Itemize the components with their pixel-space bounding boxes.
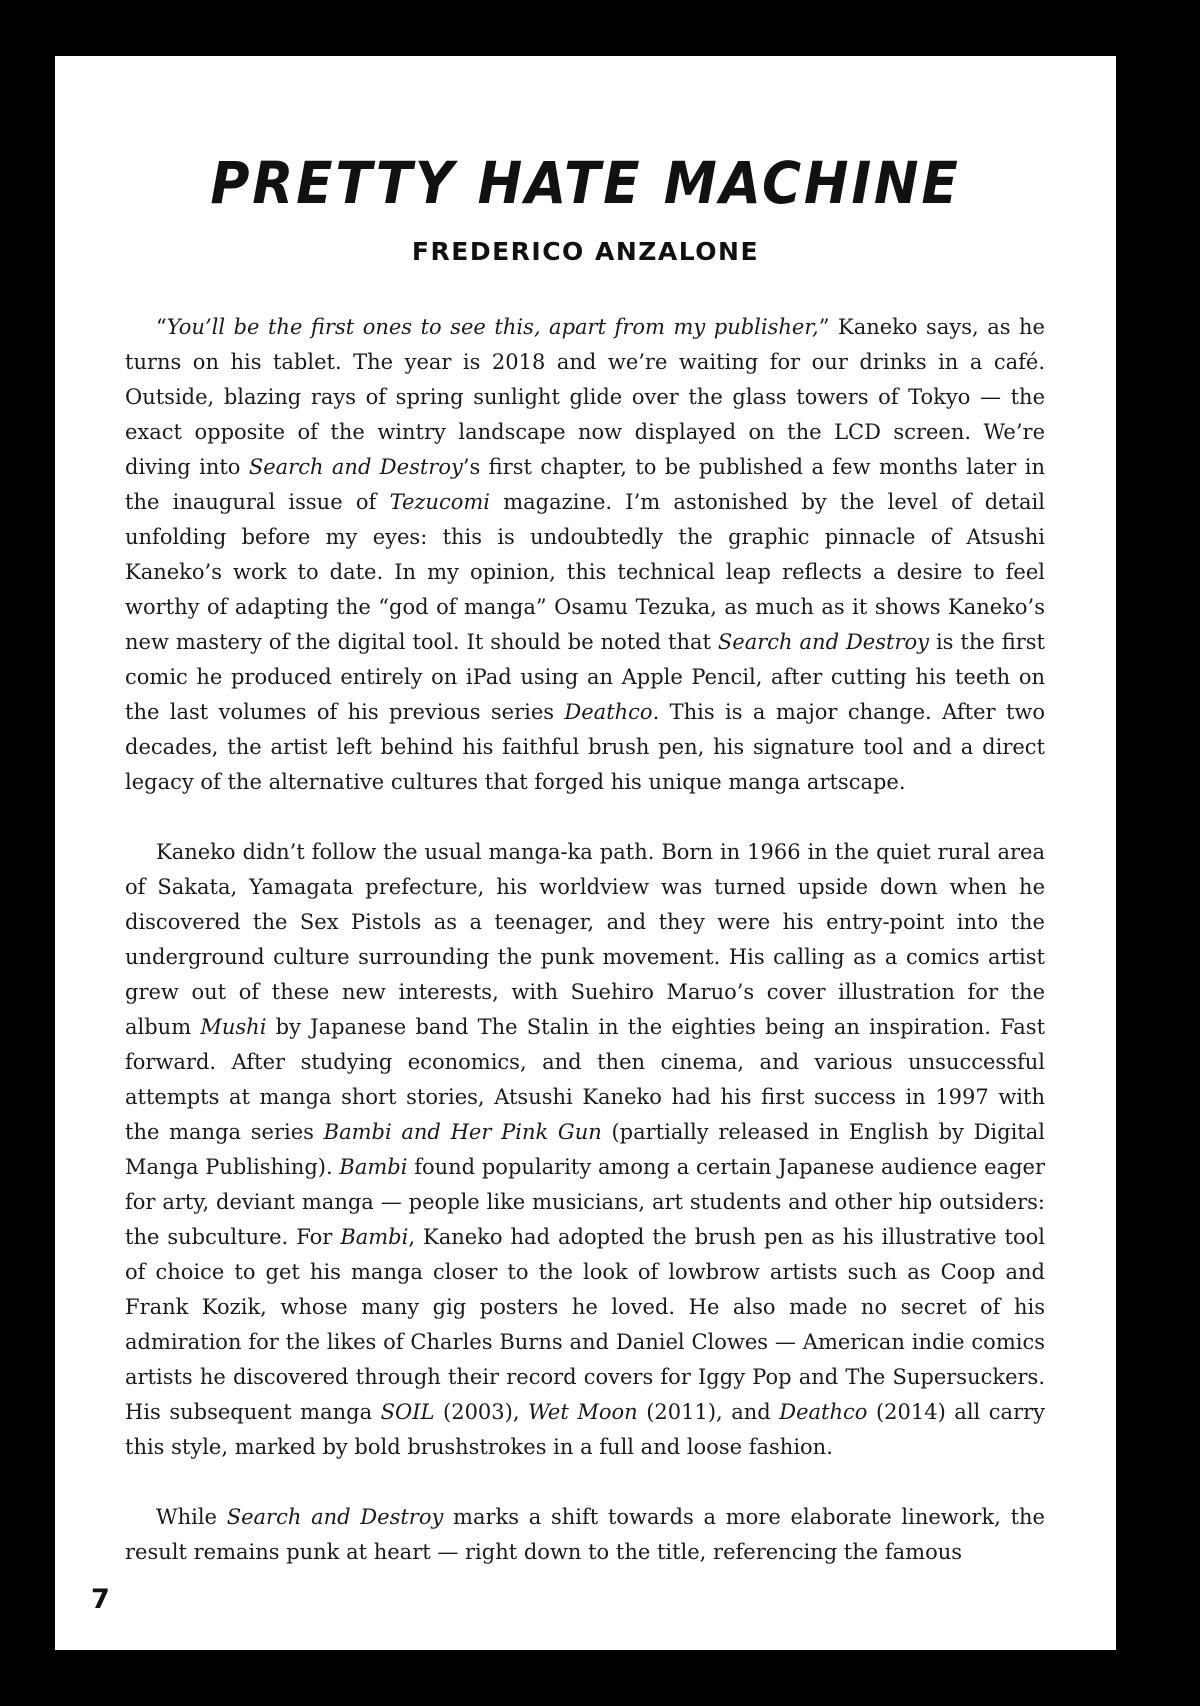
- italic-text: Search and Destroy: [226, 1505, 444, 1529]
- italic-text: Tezucomi: [389, 490, 490, 514]
- italic-text: Bambi and Her Pink Gun: [323, 1120, 602, 1144]
- italic-text: Search and Destroy: [717, 630, 929, 654]
- paragraph-2: Kaneko didn’t follow the usual manga-ka path. Born in 1966 in the quiet rural area of Sakata, Yamagata prefecture, his worldview was turned upside down when he discovered the Sex Pistols as a teenager, and they were his entry-point into the underground culture surrounding the punk movement. His calling as a comics artist grew out of these new interests, with Suehiro Maruo’s cover illustration for the album Mushi by Japanese band The Stalin in the eighties being an inspiration. Fast forward. After studying economics, and then cinema, and various unsuccessful attempts at manga short stories, Atsushi Kaneko had his first success in 1997 with the manga series Bambi and Her Pink Gun (partially released in English by Digital Manga Publishing). Bambi found popularity among a certain Japanese audience eager for arty, deviant manga — people like musicians, art students and other hip outsiders: the subculture. For Bambi, Kaneko had adopted the brush pen as his illustrative tool of choice to get his manga closer to the look of lowbrow artists such as Coop and Frank Kozik, whose many gig posters he loved. He also made no secret of his admiration for the likes of Charles Burns and Daniel Clowes — American indie comics artists he discovered through their record covers for Iggy Pop and The Supersuckers. His subsequent manga SOIL (2003), Wet Moon (2011), and Deathco (2014) all carry this style, marked by bold brushstrokes in a full and loose fashion.: [125, 840, 1046, 1459]
- italic-text: Deathco: [779, 1400, 868, 1424]
- italic-text: Search and Destroy: [248, 455, 463, 479]
- article-author: FREDERICO ANZALONE: [411, 237, 760, 266]
- paragraph-1: “You’ll be the first ones to see this, apart from my publisher,” Kaneko says, as he turns on his tablet. The year is 2018 and we’re waiting for our drinks in a café. Outside, blazing rays of spring sunlight glide over the glass towers of Tokyo — the exact opposite of the wintry landscape now displayed on the LCD screen. We’re diving into Search and Destroy’s first chapter, to be published a few months later in the inaugural issue of Tezucomi magazine. I’m astonished by the level of detail unfolding before my eyes: this is undoubtedly the graphic pinnacle of Atsushi Kaneko’s work to date. In my opinion, this technical leap reflects a desire to feel worthy of adapting the “god of manga” Osamu Tezuka, as much as it shows Kaneko’s new mastery of the digital tool. It should be noted that Search and Destroy is the first comic he produced entirely on iPad using an Apple Pencil, after cutting his teeth on the last volumes of his previous series Deathco. This is a major change. After two decades, the artist left behind his faithful brush pen, his signature tool and a direct legacy of the alternative cultures that forged his unique manga artscape.: [125, 315, 1045, 794]
- article-body: [125, 310, 1045, 1570]
- italic-text: Bambi: [340, 1225, 409, 1249]
- book-page: [55, 56, 1116, 1650]
- italic-text: Bambi: [339, 1155, 408, 1179]
- italic-text: Wet Moon: [528, 1400, 638, 1424]
- italic-text: Deathco: [564, 700, 653, 724]
- page-number: 7: [91, 1584, 110, 1615]
- italic-text: Mushi: [200, 1015, 267, 1039]
- paragraph-3: While Search and Destroy marks a shift towards a more elaborate linework, the result remains punk at heart — right down to the title, referencing the famous: [125, 1505, 1045, 1564]
- article-title: PRETTY HATE MACHINE: [210, 149, 961, 217]
- italic-text: SOIL: [380, 1400, 435, 1424]
- italic-text: You’ll be the first ones to see this, apart from my publisher,: [166, 315, 819, 339]
